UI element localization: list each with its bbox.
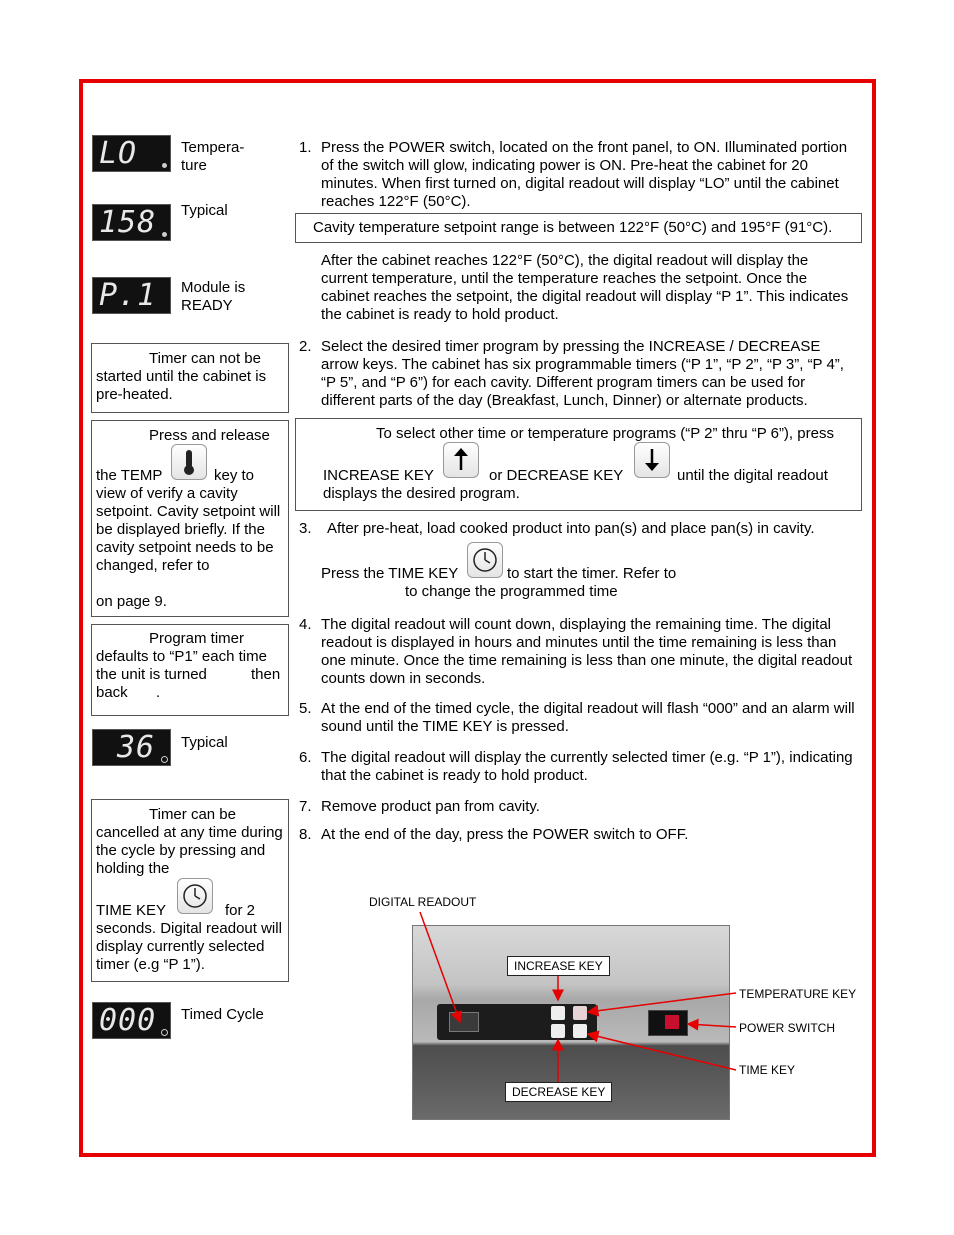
lcd-display-lo: LO — [92, 135, 171, 172]
caption-ready: Module is READY — [181, 279, 246, 314]
step-8-text: At the end of the day, press the POWER switch to OFF. — [321, 826, 689, 843]
lcd-display-ready: P.1 — [92, 277, 171, 314]
step-3b-after: to start the timer. Refer to — [507, 565, 677, 582]
select-note-until: until the digital readout — [677, 467, 828, 484]
step-3-text: After pre-heat, load cooked product into pan(s) and place pan(s) in cavity. — [327, 520, 815, 537]
label-power-switch: POWER SWITCH — [739, 1021, 835, 1035]
note-default-line4: back — [96, 684, 128, 701]
note-temp-line1: Press and release — [149, 427, 270, 444]
note-default-line4b: . — [156, 684, 161, 701]
step-2-text: Select the desired timer program by pressing the INCREASE / DECREASE arrow keys. The cabinet has six programmable timers (“P 1”, “P 2”, “P 3”, “P 4”, “P 5”, and “P 6”) for each cavity. Different program timers can be used for different parts of the day (Breakfast, Lunch, Dinner) or alternate products. — [321, 338, 844, 409]
note-default-line3b: then — [251, 666, 281, 683]
lcd-display-158: 158 — [92, 204, 171, 241]
select-note-decrease: or DECREASE KEY — [489, 467, 624, 484]
caption-temperature: Tempera- ture — [181, 139, 245, 174]
lcd-display-36: 36 — [92, 729, 171, 766]
step-3b-before: Press the TIME KEY — [321, 565, 459, 582]
step-8-number: 8. — [299, 826, 312, 843]
step-6-number: 6. — [299, 749, 312, 766]
step-4-number: 4. — [299, 616, 312, 633]
note-preheat-text: Timer can not be started until the cabinet is pre-heated. — [96, 350, 267, 403]
caption-typical-1: Typical — [181, 202, 228, 219]
note-default-line2: defaults to “P1” each time — [96, 648, 267, 665]
note-temp-before: the TEMP — [96, 467, 163, 484]
note-cancel-after: for 2 — [225, 902, 256, 919]
note-cancel-rest: seconds. Digital readout will display currently selected timer (e.g “P 1”). — [96, 920, 282, 973]
step-1-number: 1. — [299, 139, 312, 156]
step-7-number: 7. — [299, 798, 312, 815]
step-4-text: The digital readout will count down, displaying the remaining time. The digital readout is displayed in hours and minutes until the time remaining is less than one minute. Once the time remaining is less than one minute, the digital readout counts down in seconds. — [321, 616, 853, 687]
note-cancel-lines: cancelled at any time during the cycle by pressing and holding the — [96, 824, 283, 877]
caption-typical-2: Typical — [181, 734, 228, 751]
step-2-number: 2. — [299, 338, 312, 355]
step-6-text: The digital readout will display the currently selected timer (e.g. “P 1”), indicating that the cabinet is ready to hold product. — [321, 749, 853, 784]
note-temp-rest: view of verify a cavity setpoint. Cavity setpoint will be displayed briefly. If the cavity setpoint needs to be changed, refer to — [96, 485, 281, 574]
caption-timed-cycle: Timed Cycle — [181, 1006, 264, 1023]
label-temperature-key: TEMPERATURE KEY — [739, 987, 857, 1001]
select-note-increase: INCREASE KEY — [323, 467, 434, 484]
step-1-text: Press the POWER switch, located on the front panel, to ON. Illuminated portion of the switch will glow, indicating power is ON. Pre-heat the cabinet for 20 minutes. When first turned on, digital readout will display “LO” until the cabinet reaches 122°F (50°C). — [321, 139, 848, 210]
step-1b-text: After the cabinet reaches 122°F (50°C), the digital readout will display the current temperature, until the temperature reaches the setpoint. Once the cabinet reaches the setpoint, the digital readout will display “P 1”. This indicates the cabinet is ready to hold product. — [321, 252, 849, 323]
label-digital-readout: DIGITAL READOUT — [369, 895, 477, 909]
note-default-line1: Program timer — [149, 630, 245, 647]
step-5-text: At the end of the timed cycle, the digital readout will flash “000” and an alarm will sound until the TIME KEY is pressed. — [321, 700, 855, 735]
step-5-number: 5. — [299, 700, 312, 717]
step-7-text: Remove product pan from cavity. — [321, 798, 540, 815]
lcd-display-000: 000 — [92, 1002, 171, 1039]
note-cancel-before: TIME KEY — [96, 902, 167, 919]
label-increase-key: INCREASE KEY — [507, 956, 610, 976]
note-default-line3a: the unit is turned — [96, 666, 207, 683]
select-note-line1: To select other time or temperature programs (“P 2” thru “P 6”), press — [376, 425, 834, 442]
label-decrease-key: DECREASE KEY — [505, 1082, 612, 1102]
note-cancel-line1: Timer can be — [149, 806, 236, 823]
range-note-text: Cavity temperature setpoint range is between 122°F (50°C) and 195°F (91°C). — [313, 219, 833, 236]
step-3-number: 3. — [299, 520, 312, 537]
note-temp-page-ref: on page 9. — [96, 593, 167, 610]
label-time-key: TIME KEY — [739, 1063, 796, 1077]
step-3b-line2: to change the programmed time — [405, 583, 618, 600]
note-temp-after: key to — [214, 467, 255, 484]
select-note-line3: displays the desired program. — [323, 485, 520, 502]
